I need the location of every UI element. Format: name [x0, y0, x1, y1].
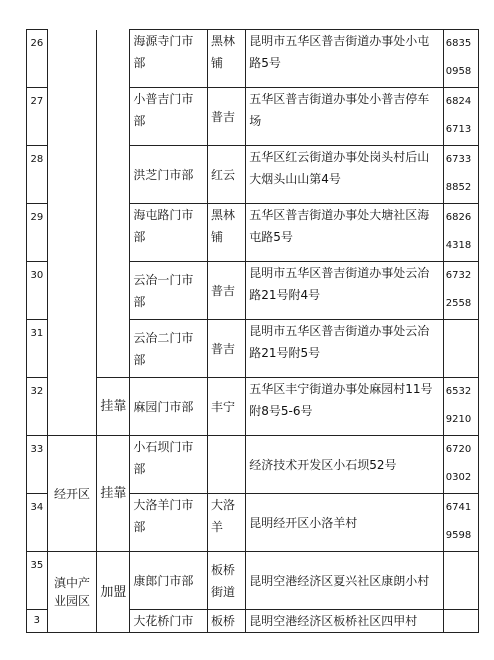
town-name: 黑林铺 [207, 204, 245, 262]
town-name: 普吉 [207, 320, 245, 378]
address: 昆明经开区小洛羊村 [246, 494, 444, 552]
row-index: 30 [27, 262, 48, 320]
row-index: 28 [27, 146, 48, 204]
town-name: 板桥 [207, 610, 245, 633]
phone [443, 320, 478, 378]
address: 昆明空港经济区板桥社区四甲村 [246, 610, 444, 633]
address: 昆明市五华区普吉街道办事处云冶路21号附4号 [246, 262, 444, 320]
store-name: 麻园门市部 [130, 378, 208, 436]
town-name: 板桥街道 [207, 552, 245, 610]
address: 昆明市五华区普吉街道办事处云冶路21号附5号 [246, 320, 444, 378]
store-name: 洪芝门市部 [130, 146, 208, 204]
town-name: 普吉 [207, 88, 245, 146]
address: 昆明空港经济区夏兴社区康朗小村 [246, 552, 444, 610]
phone: 67419598 [443, 494, 478, 552]
type-cell-empty [97, 30, 130, 378]
address: 五华区普吉街道办事处大塘社区海屯路5号 [246, 204, 444, 262]
town-name: 大洛羊 [207, 494, 245, 552]
table-row [27, 30, 479, 88]
store-name: 大洛羊门市部 [130, 494, 208, 552]
phone: 67200302 [443, 436, 478, 494]
store-name: 大花桥门市 [130, 610, 208, 633]
row-index: 29 [27, 204, 48, 262]
address: 昆明市五华区普吉街道办事处小屯路5号 [246, 30, 444, 88]
type-guakao-2: 挂靠 [97, 436, 130, 552]
store-name: 康郎门市部 [130, 552, 208, 610]
row-index: 3 [27, 610, 48, 633]
row-index: 27 [27, 88, 48, 146]
row-index: 35 [27, 552, 48, 610]
town-name [207, 436, 245, 494]
address: 五华区丰宁街道办事处麻园村11号附8号5-6号 [246, 378, 444, 436]
town-name: 普吉 [207, 262, 245, 320]
row-index: 26 [27, 30, 48, 88]
phone [443, 552, 478, 610]
table-row [27, 436, 479, 494]
town-name: 红云 [207, 146, 245, 204]
store-name: 云冶二门市部 [130, 320, 208, 378]
phone: 67338852 [443, 146, 478, 204]
phone: 68350958 [443, 30, 478, 88]
table-row [27, 552, 479, 610]
row-index: 32 [27, 378, 48, 436]
phone: 68246713 [443, 88, 478, 146]
store-name: 海屯路门市部 [130, 204, 208, 262]
branch-table [26, 29, 479, 633]
address: 经济技术开发区小石坝52号 [246, 436, 444, 494]
phone: 68264318 [443, 204, 478, 262]
store-name: 小普吉门市部 [130, 88, 208, 146]
phone: 65329210 [443, 378, 478, 436]
store-name: 海源寺门市部 [130, 30, 208, 88]
area-open-zone: 经开区 [47, 436, 97, 552]
area-industrial-park: 滇中产业园区 [47, 552, 97, 633]
phone: 67322558 [443, 262, 478, 320]
phone [443, 610, 478, 633]
area-cell-empty [47, 30, 97, 436]
row-index: 31 [27, 320, 48, 378]
type-guakao: 挂靠 [97, 378, 130, 436]
store-name: 小石坝门市部 [130, 436, 208, 494]
store-name: 云冶一门市部 [130, 262, 208, 320]
address: 五华区红云街道办事处岗头村后山大烟头山山第4号 [246, 146, 444, 204]
row-index: 33 [27, 436, 48, 494]
address: 五华区普吉街道办事处小普吉停车场 [246, 88, 444, 146]
type-jiameng: 加盟 [97, 552, 130, 633]
row-index: 34 [27, 494, 48, 552]
town-name: 丰宁 [207, 378, 245, 436]
town-name: 黑林铺 [207, 30, 245, 88]
